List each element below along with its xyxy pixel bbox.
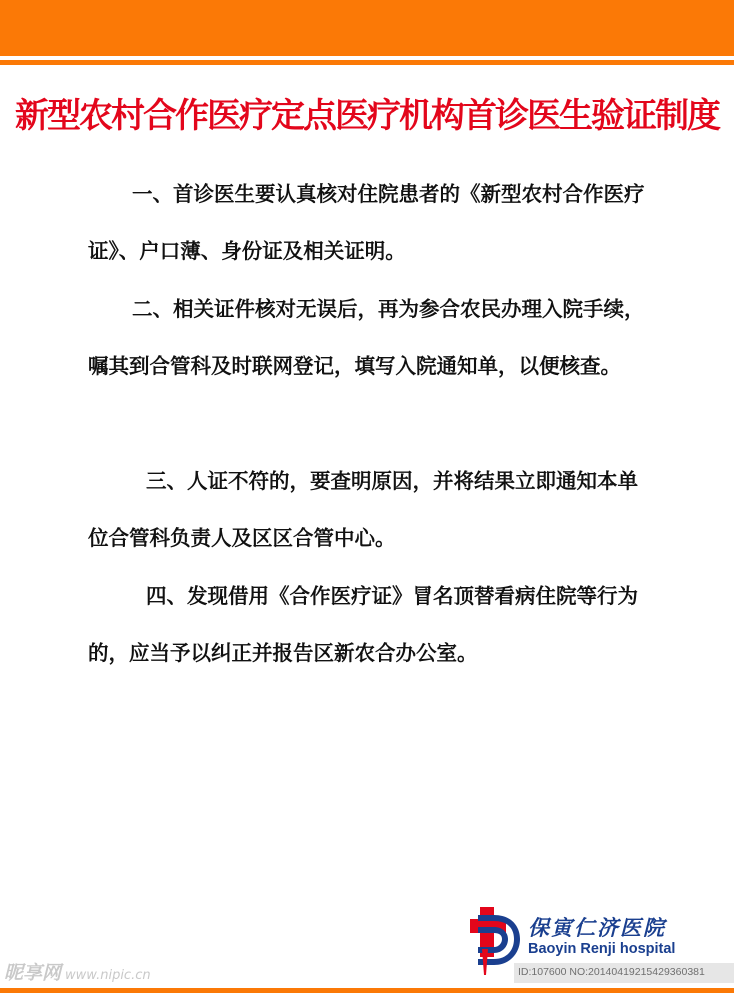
page-title: 新型农村合作医疗定点医疗机构首诊医生验证制度 <box>15 96 719 136</box>
paragraph-3 <box>88 453 648 567</box>
paragraph-4-text: 四、发现借用《合作医疗证》冒名顶替看病住院等行为的，应当予以纠正并报告区新农合办公室。 <box>88 584 638 665</box>
paragraph-1 <box>88 166 648 280</box>
paragraph-1-text: 一、首诊医生要认真核对住院患者的《新型农村合作医疗证》、户口薄、身份证及相关证明。 <box>88 182 645 263</box>
watermark <box>4 958 151 985</box>
watermark-url: www.nipic.cn <box>65 968 151 983</box>
watermark-site: 昵享网 <box>4 962 62 984</box>
paragraph-2 <box>88 281 648 395</box>
paragraph-3-text: 三、人证不符的，要查明原因，并将结果立即通知本单位合管科负责人及区区合管中心。 <box>88 469 638 550</box>
hospital-name-en: Baoyin Renji hospital <box>528 941 676 957</box>
paragraph-2-text: 二、相关证件核对无误后，再为参合农民办理入院手续，嘱其到合管科及时联网登记，填写入院通知单，以便核查。 <box>88 297 645 378</box>
paragraph-4 <box>88 568 648 682</box>
top-orange-band <box>0 0 734 56</box>
hospital-name-cn: 保寅仁济医院 <box>528 915 666 940</box>
bottom-orange-line <box>0 988 734 993</box>
image-id-text: ID:107600 NO:20140419215429360381 <box>518 966 705 978</box>
top-orange-line <box>0 60 734 65</box>
